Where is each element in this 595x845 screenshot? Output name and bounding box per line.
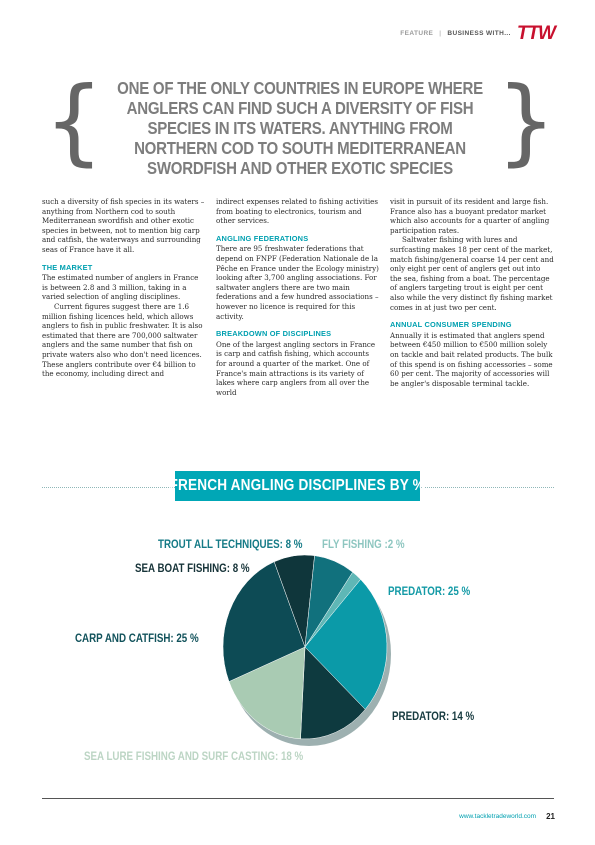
page-number: 21: [546, 812, 555, 821]
header-feature: FEATURE: [400, 30, 434, 37]
pull-quote: [44, 67, 556, 182]
label-predator-25: PREDATOR: 25 %: [388, 586, 471, 598]
col2-intro: indirect expenses related to fishing activities from boating to electronics, tourism and other services.: [216, 197, 378, 226]
col3-intro: visit in pursuit of its resident and large fish. France also has a buoyant predator market which also accounts for a quarter of angling participation rates.: [390, 197, 550, 235]
pie-chart-area: [0, 520, 595, 780]
label-carp-catfish: CARP AND CATFISH: 25 %: [75, 633, 199, 645]
col1-intro: such a diversity of fish species in its waters – anything from Northern cod to south Mediterranean swordfish and other exotic species in between, not to mention big carp and catfish, the waterways and surrounding seas of France have it all.: [42, 197, 205, 254]
market-paragraph-1: The estimated number of anglers in France is between 2.8 and 3 million, taking in a varied selection of angling disciplines.: [42, 273, 199, 302]
chart-title-banner: [169, 471, 426, 501]
disciplines-paragraph: One of the largest angling sectors in France is carp and catfish fishing, which accounts for around a quarter of the market. One of France's main attractions is its variety of lakes where carp anglers from all over the world: [216, 339, 376, 397]
heading-angling-federations: ANGLING FEDERATIONS: [216, 233, 309, 243]
header-separator: |: [439, 30, 442, 37]
heading-the-market: THE MARKET: [42, 262, 93, 272]
label-sea-boat: SEA BOAT FISHING: 8 %: [135, 563, 250, 575]
divider-left: [42, 487, 175, 488]
pull-quote-text: ONE OF THE ONLY COUNTRIES IN EUROPE WHERE ANGLERS CAN FIND SUCH A DIVERSITY OF FISH SPECIES IN ITS WATERS. ANYTHING FROM NORTHERN COD TO SOUTH MEDITERRANEAN SWORDFISH AND OTHER EXOTIC SPECIES: [117, 78, 483, 178]
federations-paragraph: There are 95 freshwater federations that depend on FNPF (Federation Nationale de la Pêche en France under the Ecology ministry) looking after 3,700 angling associations. For saltwater anglers there are two main federations and a few hundred associations – however no licence is required for this activity.: [216, 244, 379, 321]
label-trout: TROUT ALL TECHNIQUES: 8 %: [158, 539, 303, 551]
heading-breakdown-of-disciplines: BREAKDOWN OF DISCIPLINES: [216, 329, 332, 339]
article-column-2: [216, 197, 380, 397]
page-header: [400, 24, 555, 43]
label-sea-lure: SEA LURE FISHING AND SURF CASTING: 18 %: [84, 751, 304, 763]
label-predator-14: PREDATOR: 14 %: [392, 711, 475, 723]
article-column-3: [390, 197, 554, 397]
market-paragraph-2: Current figures suggest there are 1.6 million fishing licences held, which allows anglers to fish in public freshwater. It is also estimated that there are 700,000 saltwater anglers and the same number that fish on private waters also who don't need licences. These anglers contribute over €4 billion to the economy, including direct and: [42, 301, 203, 379]
page-footer: [459, 812, 555, 821]
footer-url[interactable]: www.tackletradeworld.com: [459, 813, 537, 820]
close-brace: }: [496, 67, 556, 176]
open-brace: {: [44, 67, 104, 176]
ttw-logo: TTW: [516, 23, 555, 44]
spending-paragraph: Annually it is estimated that anglers spend between €450 million to €500 million solely on tackle and bait related products. The bulk of this spend is on fishing accessories – some 60 per cent. The majority of accessories will be angler's disposable terminal tackle.: [390, 330, 553, 388]
label-fly-fishing: FLY FISHING :2 %: [322, 539, 405, 551]
chart-title: FRENCH ANGLING DISCIPLINES BY %: [169, 477, 426, 494]
saltwater-paragraph: Saltwater fishing with lures and surfcasting makes 18 per cent of the market, match fishing/general coarse 14 per cent and only eight per cent of anglers get out into the sea, fishing from a boat. The percentage of anglers targeting trout is eight per cent also while the very distinct fly fishing market comes in at just two per cent.: [390, 235, 554, 312]
footer-rule: [42, 798, 554, 799]
heading-annual-consumer-spending: ANNUAL CONSUMER SPENDING: [390, 320, 512, 330]
article-column-1: [42, 197, 206, 397]
header-section: BUSINESS WITH...: [447, 30, 511, 37]
divider-right: [420, 487, 554, 488]
article-body: [42, 197, 554, 397]
pie-chart: [0, 520, 595, 780]
